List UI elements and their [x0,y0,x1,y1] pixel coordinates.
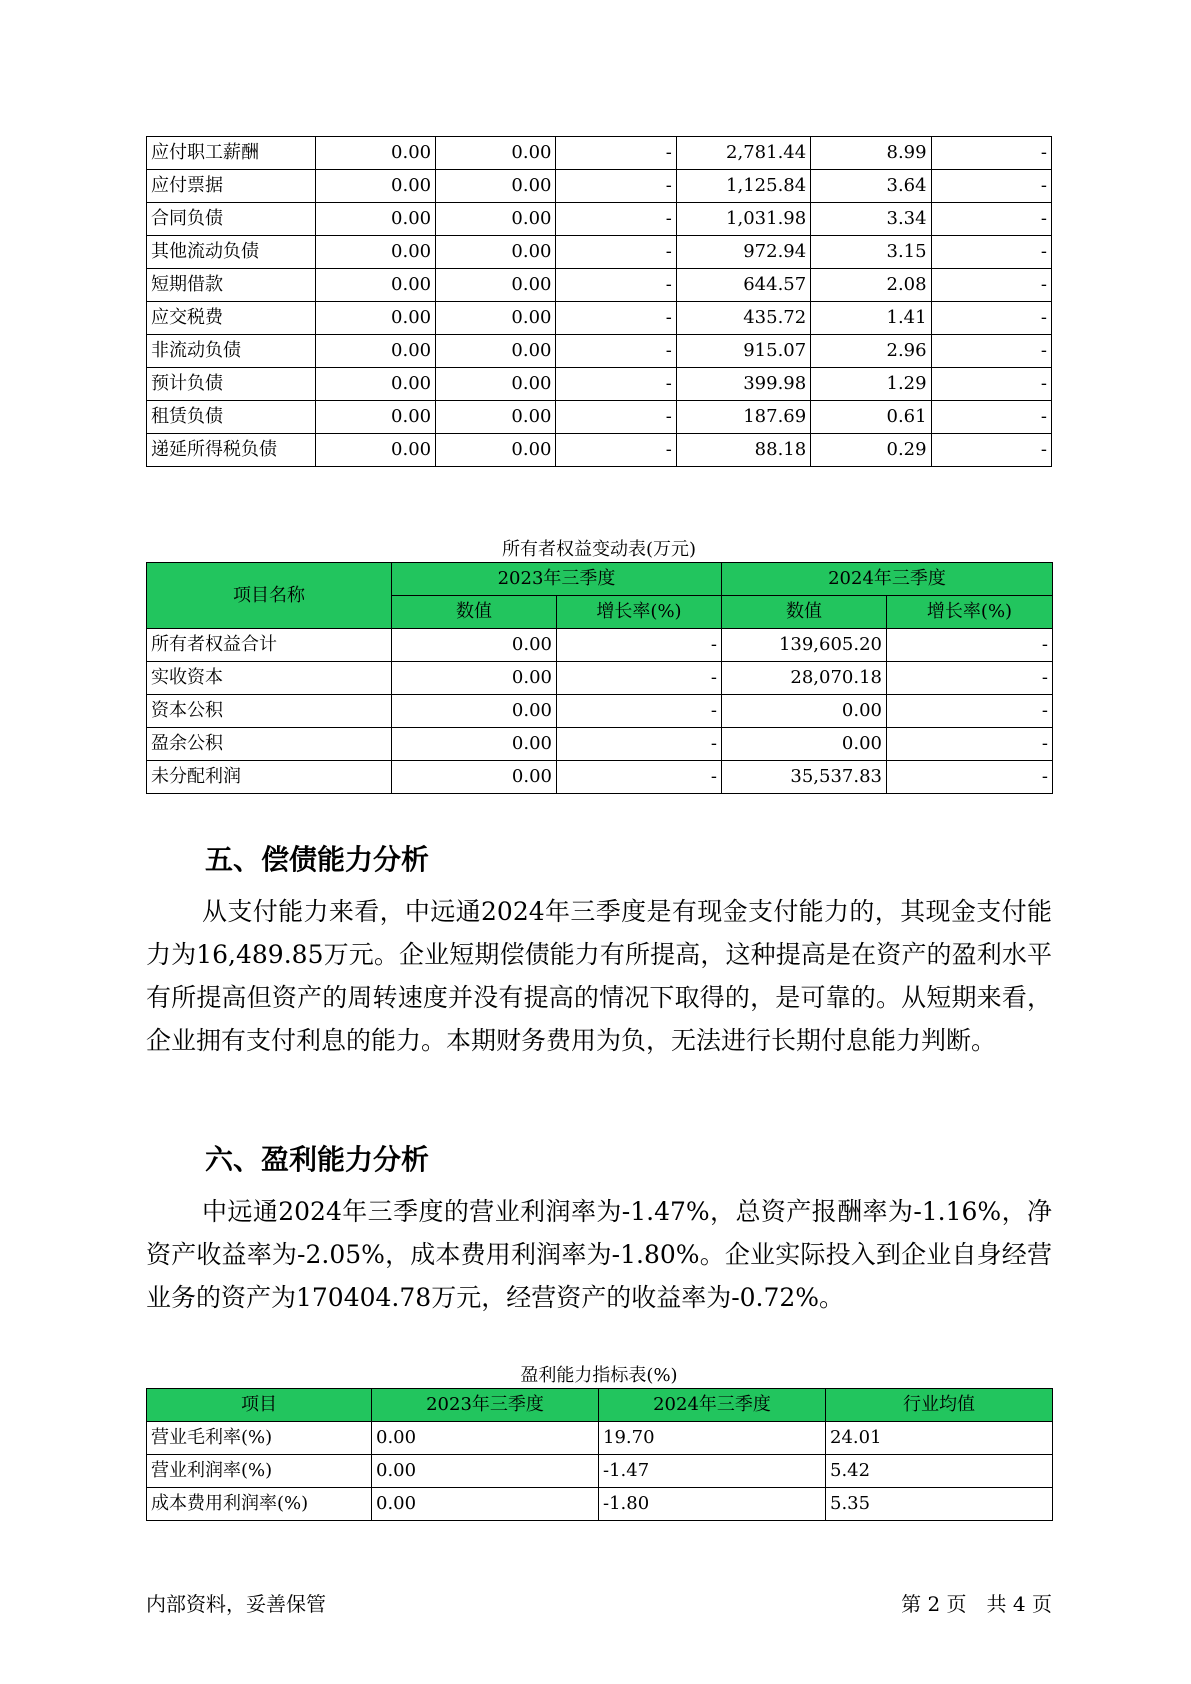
table-cell: 88.18 [676,434,810,467]
row-label: 合同负债 [147,203,316,236]
table-cell: 8.99 [811,137,931,170]
table-cell: 972.94 [676,236,810,269]
table-cell: 399.98 [676,368,810,401]
table-cell: - [931,434,1051,467]
table-cell: 915.07 [676,335,810,368]
table-cell: - [931,302,1051,335]
section5-paragraph: 从支付能力来看，中远通2024年三季度是有现金支付能力的，其现金支付能力为16,489.85万元。企业短期偿债能力有所提高，这种提高是在资产的盈利水平有所提高但资产的周转速度并没有提高的情况下取得的，是可靠的。从短期来看，企业拥有支付利息的能力。本期财务费用为负，无法进行长期付息能力判断。 [146,897,1052,1055]
table-cell: - [931,203,1051,236]
table-cell: - [887,728,1053,761]
section6-paragraph: 中远通2024年三季度的营业利润率为-1.47%，总资产报酬率为-1.16%，净资产收益率为-2.05%，成本费用利润率为-1.80%。企业实际投入到企业自身经营业务的资产为170404.78万元，经营资产的收益率为-0.72%。 [146,1197,1052,1312]
row-label: 其他流动负债 [147,236,316,269]
table-row [147,335,1052,368]
equity-header-period2: 2024年三季度 [722,563,1053,596]
footer-confidential: 内部资料，妥善保管 [146,1592,326,1616]
equity-subheader-growth-1: 增长率(%) [557,596,722,629]
table-cell: - [556,203,676,236]
row-label: 未分配利润 [147,761,392,794]
table-cell: - [557,761,722,794]
liability-table [146,136,1052,467]
equity-subheader-value-1: 数值 [392,596,557,629]
table-cell: 0.00 [372,1422,599,1455]
table-cell: 0.00 [392,761,557,794]
table-row [147,170,1052,203]
table-row [147,434,1052,467]
table-cell: - [557,728,722,761]
row-label: 非流动负债 [147,335,316,368]
table-cell: 2.08 [811,269,931,302]
table-cell: - [887,695,1053,728]
table-cell: - [931,236,1051,269]
table-cell: - [556,137,676,170]
table-cell: 435.72 [676,302,810,335]
table-cell: - [556,170,676,203]
equity-header-period1: 2023年三季度 [392,563,722,596]
footer-page-number: 第 2 页 共 4 页 [901,1592,1052,1616]
table-cell: 139,605.20 [722,629,887,662]
row-label: 递延所得税负债 [147,434,316,467]
table-row [147,728,1053,761]
table-cell: 0.00 [436,302,556,335]
table-cell: 0.00 [722,728,887,761]
profit-table [146,1388,1053,1521]
table-cell: 0.00 [372,1488,599,1521]
table-row [147,269,1052,302]
table-cell: - [557,662,722,695]
table-row [147,302,1052,335]
table-cell: 0.29 [811,434,931,467]
table-cell: 0.00 [436,137,556,170]
table-cell: 35,537.83 [722,761,887,794]
table-cell: 2.96 [811,335,931,368]
table-cell: 0.00 [392,629,557,662]
table-cell: 5.35 [826,1488,1053,1521]
profit-header-cell: 行业均值 [826,1389,1053,1422]
table-cell: 0.00 [436,236,556,269]
table-cell: 0.00 [315,203,435,236]
table-row [147,1455,1053,1488]
table-cell: 644.57 [676,269,810,302]
table-cell: 0.00 [315,236,435,269]
profit-header-cell: 2023年三季度 [372,1389,599,1422]
row-label: 所有者权益合计 [147,629,392,662]
section6-heading: 六、盈利能力分析 [205,1143,430,1176]
profit-table-caption: 盈利能力指标表(%) [520,1365,678,1386]
table-cell: 1.29 [811,368,931,401]
row-label: 资本公积 [147,695,392,728]
table-cell: - [556,236,676,269]
table-cell: 5.42 [826,1455,1053,1488]
table-cell: 0.00 [315,269,435,302]
table-cell: 3.15 [811,236,931,269]
table-row [147,203,1052,236]
table-cell: 24.01 [826,1422,1053,1455]
row-label: 实收资本 [147,662,392,695]
table-cell: 3.34 [811,203,931,236]
profit-header-cell: 2024年三季度 [599,1389,826,1422]
table-cell: - [556,368,676,401]
row-label: 租赁负债 [147,401,316,434]
table-row [147,761,1053,794]
table-row [147,1422,1053,1455]
table-cell: 0.00 [315,170,435,203]
table-cell: 0.00 [372,1455,599,1488]
table-cell: 0.00 [436,170,556,203]
table-cell: - [931,269,1051,302]
profit-header-cell: 项目 [147,1389,372,1422]
table-row [147,368,1052,401]
table-cell: 0.00 [315,302,435,335]
table-cell: - [887,662,1053,695]
table-cell: 187.69 [676,401,810,434]
table-cell: 0.00 [436,269,556,302]
table-row [147,1488,1053,1521]
table-row [147,137,1052,170]
table-cell: - [887,761,1053,794]
row-label: 盈余公积 [147,728,392,761]
table-cell: 3.64 [811,170,931,203]
table-cell: 28,070.18 [722,662,887,695]
table-cell: - [887,629,1053,662]
table-row [147,236,1052,269]
row-label: 预计负债 [147,368,316,401]
table-cell: 0.00 [436,434,556,467]
table-cell: - [931,137,1051,170]
table-cell: 0.61 [811,401,931,434]
table-cell: - [557,695,722,728]
table-cell: 0.00 [315,401,435,434]
table-cell: 0.00 [436,368,556,401]
table-cell: 0.00 [392,662,557,695]
table-cell: 1,125.84 [676,170,810,203]
table-cell: - [931,368,1051,401]
row-label: 营业利润率(%) [147,1455,372,1488]
table-cell: - [556,401,676,434]
table-cell: 0.00 [436,335,556,368]
table-cell: 2,781.44 [676,137,810,170]
table-cell: - [931,170,1051,203]
table-cell: 0.00 [315,368,435,401]
table-cell: - [931,335,1051,368]
table-cell: - [556,335,676,368]
table-row [147,695,1053,728]
table-row [147,401,1052,434]
section5-heading: 五、偿债能力分析 [205,843,430,876]
equity-header-item: 项目名称 [147,563,392,629]
table-cell: - [556,269,676,302]
table-row [147,662,1053,695]
table-cell: -1.47 [599,1455,826,1488]
table-cell: 0.00 [392,695,557,728]
table-cell: 1.41 [811,302,931,335]
table-cell: 0.00 [315,137,435,170]
table-cell: - [556,434,676,467]
table-cell: 0.00 [722,695,887,728]
table-cell: 0.00 [315,335,435,368]
table-cell: - [556,302,676,335]
table-cell: 0.00 [392,728,557,761]
table-cell: 0.00 [436,203,556,236]
row-label: 营业毛利率(%) [147,1422,372,1455]
row-label: 应付职工薪酬 [147,137,316,170]
row-label: 应付票据 [147,170,316,203]
equity-subheader-growth-2: 增长率(%) [887,596,1053,629]
row-label: 应交税费 [147,302,316,335]
table-cell: - [557,629,722,662]
table-row [147,629,1053,662]
equity-subheader-value-2: 数值 [722,596,887,629]
table-cell: - [931,401,1051,434]
equity-table-caption: 所有者权益变动表(万元) [501,539,697,560]
table-cell: 1,031.98 [676,203,810,236]
table-cell: 19.70 [599,1422,826,1455]
row-label: 成本费用利润率(%) [147,1488,372,1521]
table-cell: -1.80 [599,1488,826,1521]
row-label: 短期借款 [147,269,316,302]
equity-table [146,562,1053,794]
table-cell: 0.00 [315,434,435,467]
table-cell: 0.00 [436,401,556,434]
